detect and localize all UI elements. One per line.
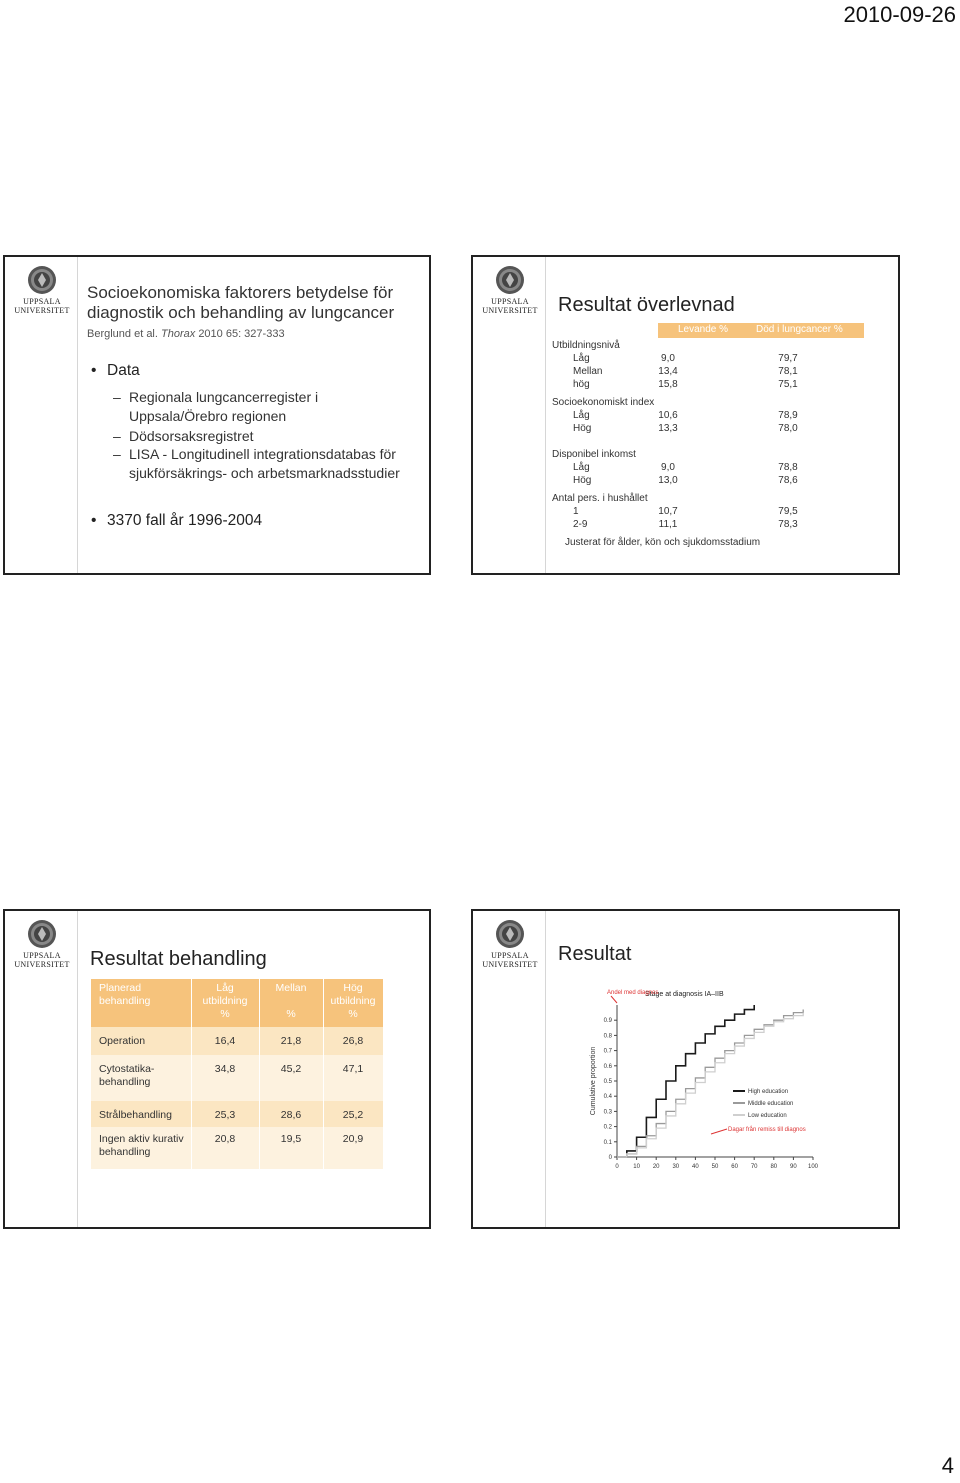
slide-1 bbox=[3, 255, 431, 575]
x-tick-label: 90 bbox=[790, 1164, 797, 1170]
citation bbox=[87, 328, 285, 340]
y-tick-label: 0.5 bbox=[603, 1079, 612, 1085]
y-tick-label: 0.8 bbox=[603, 1033, 612, 1040]
survival-dead-value: 79,5 bbox=[778, 506, 798, 517]
university-seal-icon bbox=[495, 919, 525, 949]
sub-bullet-3-line-2: sjukförsäkrings- och arbetsmarknadsstudier bbox=[129, 465, 400, 481]
survival-alive-value: 9,0 bbox=[661, 462, 675, 473]
series-line bbox=[617, 1010, 803, 1157]
survival-row-label: Hög bbox=[573, 423, 592, 434]
high-value: 20,9 bbox=[342, 1133, 364, 1145]
university-logo bbox=[481, 919, 539, 969]
header-high-education: Hög utbildning % bbox=[330, 982, 376, 1020]
treatment-label: Ingen aktiv kurativ behandling bbox=[99, 1133, 184, 1158]
dash-icon: – bbox=[113, 428, 121, 444]
survival-alive-value: 9,0 bbox=[661, 353, 675, 364]
slide-3-title: Resultat behandling bbox=[90, 948, 267, 970]
survival-dead-value: 78,0 bbox=[778, 423, 798, 434]
low-value: 25,3 bbox=[214, 1109, 236, 1121]
logo-line-2: UNIVERSITET bbox=[482, 960, 538, 969]
survival-group-label: Antal pers. i hushållet bbox=[552, 493, 648, 504]
survival-footnote: Justerat för ålder, kön och sjukdomsstadium bbox=[565, 537, 761, 548]
university-logo bbox=[13, 265, 71, 315]
high-value: 26,8 bbox=[342, 1035, 364, 1047]
low-value: 16,4 bbox=[214, 1035, 236, 1047]
y-tick-label: 0 bbox=[608, 1155, 612, 1161]
y-tick-label: 0.2 bbox=[603, 1124, 612, 1131]
survival-row-label: 2-9 bbox=[573, 519, 588, 530]
survival-alive-value: 13,4 bbox=[658, 366, 678, 377]
legend-label: Low education bbox=[748, 1113, 787, 1119]
survival-alive-value: 10,6 bbox=[658, 410, 678, 421]
slide-divider bbox=[545, 911, 546, 1227]
header-middle-education: Mellan % bbox=[275, 982, 307, 1020]
header-alive: Levande % bbox=[678, 324, 729, 335]
cumulative-proportion-chart bbox=[583, 981, 843, 1181]
university-seal-icon bbox=[495, 265, 525, 295]
treatment-label: Operation bbox=[99, 1035, 146, 1047]
survival-alive-value: 10,7 bbox=[658, 506, 678, 517]
x-tick-label: 80 bbox=[770, 1164, 778, 1170]
university-seal-icon bbox=[27, 919, 57, 949]
bullet-dot-icon: • bbox=[91, 512, 97, 529]
x-tick-label: 30 bbox=[672, 1164, 680, 1170]
citation-journal: Thorax bbox=[161, 328, 196, 340]
survival-dead-value: 78,3 bbox=[778, 519, 798, 530]
bullet-text: 3370 fall år 1996-2004 bbox=[107, 512, 263, 529]
y-tick-label: 0.3 bbox=[603, 1109, 612, 1116]
low-value: 20,8 bbox=[214, 1133, 236, 1145]
header-planned-treatment: Planerad behandling bbox=[99, 982, 151, 1007]
survival-group-label: Utbildningsnivå bbox=[552, 340, 620, 351]
logo-line-2: UNIVERSITET bbox=[482, 306, 538, 315]
survival-row-label: Låg bbox=[573, 410, 590, 421]
slide-3 bbox=[3, 909, 431, 1229]
survival-dead-value: 75,1 bbox=[778, 379, 798, 390]
survival-row-label: Hög bbox=[573, 475, 592, 486]
survival-row-label: hög bbox=[573, 379, 590, 390]
citation-authors: Berglund et al. bbox=[87, 328, 158, 340]
x-tick-label: 70 bbox=[750, 1164, 758, 1170]
university-seal-icon bbox=[27, 265, 57, 295]
annotation-dagar-fran-remiss: Dagar från remiss till diagnos bbox=[728, 1127, 806, 1133]
series-line bbox=[617, 1005, 754, 1157]
survival-dead-value: 78,6 bbox=[778, 475, 798, 486]
annotation-arrow bbox=[711, 1129, 727, 1134]
slide-2-title: Resultat överlevnad bbox=[558, 294, 735, 316]
citation-ref: 2010 65: 327-333 bbox=[198, 328, 285, 340]
survival-dead-value: 78,9 bbox=[778, 410, 798, 421]
y-tick-label: 0.9 bbox=[603, 1018, 612, 1025]
sub-bullet-2-text: Dödsorsaksregistret bbox=[129, 428, 254, 444]
logo-line-1: UPPSALA bbox=[491, 951, 529, 960]
slide-4 bbox=[471, 909, 900, 1229]
x-tick-label: 60 bbox=[731, 1164, 738, 1170]
annotation-arrow bbox=[611, 996, 617, 1003]
logo-line-1: UPPSALA bbox=[491, 297, 529, 306]
survival-alive-value: 13,3 bbox=[658, 423, 678, 434]
bullet-dot-icon: • bbox=[91, 362, 97, 379]
low-value: 34,8 bbox=[214, 1063, 236, 1075]
middle-value: 21,8 bbox=[280, 1035, 302, 1047]
survival-group-label: Disponibel inkomst bbox=[552, 449, 636, 460]
y-tick-label: 0.4 bbox=[603, 1094, 612, 1101]
page-number: 4 bbox=[941, 1453, 954, 1478]
slide-divider bbox=[545, 257, 546, 573]
survival-dead-value: 78,1 bbox=[778, 366, 798, 377]
x-tick-label: 10 bbox=[633, 1164, 640, 1170]
logo-line-2: UNIVERSITET bbox=[14, 306, 70, 315]
middle-value: 19,5 bbox=[280, 1133, 302, 1145]
high-value: 47,1 bbox=[342, 1063, 364, 1075]
dash-icon: – bbox=[113, 389, 121, 405]
slide-4-title: Resultat bbox=[558, 943, 632, 965]
survival-row-label: Mellan bbox=[573, 366, 603, 377]
x-tick-label: 20 bbox=[652, 1164, 660, 1170]
survival-dead-value: 78,8 bbox=[778, 462, 798, 473]
logo-line-1: UPPSALA bbox=[23, 297, 61, 306]
survival-group-label: Socioekonomiskt index bbox=[552, 397, 655, 408]
university-logo bbox=[13, 919, 71, 969]
x-tick-label: 50 bbox=[711, 1164, 719, 1170]
slide-divider bbox=[77, 911, 78, 1227]
slide-1-title: Socioekonomiska faktorers betydelse för diagnostik och behandling av lungcancer bbox=[87, 283, 395, 322]
treatment-label: Cytostatika- behandling bbox=[99, 1063, 155, 1088]
dash-icon: – bbox=[113, 446, 121, 462]
survival-row-label: Låg bbox=[573, 462, 590, 473]
chart-title: Stage at diagnosis IA–IIB bbox=[645, 991, 724, 998]
y-tick-label: 0.1 bbox=[603, 1139, 612, 1146]
survival-alive-value: 13,0 bbox=[658, 475, 678, 486]
header-low-education: Låg utbildning % bbox=[202, 982, 248, 1020]
slide-2 bbox=[471, 255, 900, 575]
y-tick-label: 0.6 bbox=[603, 1063, 612, 1070]
logo-line-2: UNIVERSITET bbox=[14, 960, 70, 969]
survival-row-label: Låg bbox=[573, 353, 590, 364]
page-date: 2010-09-26 bbox=[843, 2, 956, 27]
legend-label: High education bbox=[748, 1089, 789, 1095]
logo-line-1: UPPSALA bbox=[23, 951, 61, 960]
sub-bullet-1-line-2: Uppsala/Örebro regionen bbox=[129, 408, 287, 424]
survival-table-header bbox=[658, 323, 864, 338]
y-axis-label: Cumulative proportion bbox=[590, 1046, 597, 1116]
high-value: 25,2 bbox=[342, 1109, 364, 1121]
middle-value: 28,6 bbox=[280, 1109, 302, 1121]
survival-alive-value: 15,8 bbox=[658, 379, 678, 390]
sub-bullet-1-line-1: Regionala lungcancerregister i bbox=[129, 389, 319, 405]
legend-label: Middle education bbox=[748, 1101, 794, 1107]
survival-alive-value: 11,1 bbox=[658, 519, 678, 530]
x-tick-label: 100 bbox=[807, 1164, 819, 1170]
survival-dead-value: 79,7 bbox=[778, 353, 798, 364]
sub-bullet-3-line-1: LISA - Longitudinell integrationsdatabas för bbox=[129, 446, 396, 462]
bullet-text: Data bbox=[107, 362, 140, 379]
y-tick-label: 0.7 bbox=[603, 1048, 612, 1055]
x-tick-label: 40 bbox=[692, 1164, 699, 1170]
treatment-label: Strålbehandling bbox=[99, 1109, 172, 1121]
slide-divider bbox=[77, 257, 78, 573]
middle-value: 45,2 bbox=[280, 1063, 302, 1075]
x-tick-label: 0 bbox=[615, 1164, 619, 1170]
university-logo bbox=[481, 265, 539, 315]
survival-row-label: 1 bbox=[573, 506, 579, 517]
header-dead: Död i lungcancer % bbox=[756, 324, 843, 335]
annotation-andel-med-diagnos: Andel med diagnos bbox=[607, 990, 659, 996]
